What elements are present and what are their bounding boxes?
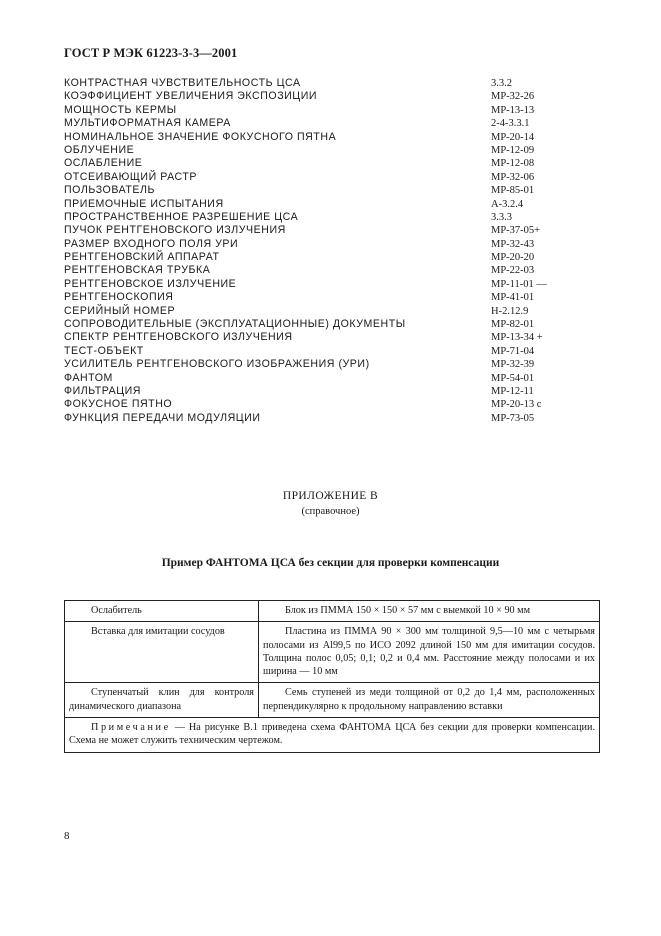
index-term: ОБЛУЧЕНИЕ — [64, 143, 135, 156]
index-term: ПРИЕМОЧНЫЕ ИСПЫТАНИЯ — [64, 197, 224, 210]
component-name: Вставка для имитации сосудов — [65, 622, 259, 683]
index-code: 2-4-3.3.1 — [491, 118, 530, 130]
index-term: СОПРОВОДИТЕЛЬНЫЕ (ЭКСПЛУАТАЦИОННЫЕ) ДОКУМЕНТЫ — [64, 318, 406, 331]
index-row — [64, 318, 604, 331]
index-row — [64, 238, 604, 251]
component-name: Ступенчатый клин для контроля динамического диапазона — [65, 683, 259, 718]
phantom-table — [64, 600, 600, 753]
table-row — [65, 683, 600, 718]
index-row — [64, 345, 604, 358]
component-description: Пластина из ПММА 90 × 300 мм толщиной 9,5—10 мм с четырьмя полосами из Al99,5 по ИСО 2092 длиной 150 мм для имитации сосудов. Толщина полос 0,05; 0,1; 0,2 и 0,4 мм. Расстояние между полосами и их ширина — 10 мм — [259, 622, 600, 683]
index-row — [64, 291, 604, 304]
index-term: КОНТРАСТНАЯ ЧУВСТВИТЕЛЬНОСТЬ ЦСА — [64, 77, 301, 89]
index-row — [64, 157, 604, 170]
table-note — [65, 718, 600, 753]
index-row — [64, 372, 604, 385]
table-note-row — [65, 718, 600, 753]
index-row — [64, 385, 604, 398]
index-term: ПРОСТРАНСТВЕННОЕ РАЗРЕШЕНИЕ ЦСА — [64, 210, 299, 223]
index-term: ОТСЕИВАЮЩИЙ РАСТР — [64, 170, 198, 183]
index-term: ПУЧОК РЕНТГЕНОВСКОГО ИЗЛУЧЕНИЯ — [64, 224, 286, 237]
index-row — [64, 358, 604, 371]
index-term: КОЭФФИЦИЕНТ УВЕЛИЧЕНИЯ ЭКСПОЗИЦИИ — [64, 90, 318, 103]
index-code: МР-37-05+ — [491, 225, 541, 237]
table-row — [65, 601, 600, 622]
term-index — [64, 77, 604, 425]
index-code: А-3.2.4 — [491, 198, 524, 210]
index-term: РЕНТГЕНОВСКАЯ ТРУБКА — [64, 264, 211, 277]
index-code: Н-2.12.9 — [491, 305, 529, 317]
index-row — [64, 224, 604, 237]
index-term: ФУНКЦИЯ ПЕРЕДАЧИ МОДУЛЯЦИИ — [64, 411, 261, 424]
table-caption: Пример ФАНТОМА ЦСА без секции для проверки компенсации — [161, 557, 500, 569]
component-name: Ослабитель — [65, 601, 259, 622]
index-code: МР-32-39 — [491, 359, 535, 371]
component-description: Семь ступеней из меди толщиной от 0,2 до 1,4 мм, расположенных перпендикулярно к продольному направлению вставки — [259, 683, 600, 718]
index-code: МР-12-09 — [491, 144, 535, 156]
index-row — [64, 144, 604, 157]
index-row — [64, 398, 604, 411]
index-code: МР-32-26 — [491, 91, 535, 103]
index-term: ФОКУСНОЕ ПЯТНО — [64, 398, 173, 411]
index-term: ТЕСТ-ОБЪЕКТ — [64, 344, 144, 357]
index-row — [64, 211, 604, 224]
index-row — [64, 251, 604, 264]
index-code: МР-71-04 — [491, 345, 535, 357]
index-term: УСИЛИТЕЛЬ РЕНТГЕНОВСКОГО ИЗОБРАЖЕНИЯ (УРИ) — [64, 358, 370, 371]
index-code: МР-13-34 + — [491, 332, 543, 344]
index-code: МР-32-43 — [491, 238, 535, 250]
note-label: Примечание — [91, 722, 171, 734]
index-row — [64, 305, 604, 318]
index-code: МР-22-03 — [491, 265, 535, 277]
index-code: МР-73-05 — [491, 412, 535, 424]
index-term: МУЛЬТИФОРМАТНАЯ КАМЕРА — [64, 117, 231, 130]
index-row — [64, 77, 604, 90]
index-term: ФИЛЬТРАЦИЯ — [64, 384, 142, 397]
appendix-subtitle: (справочное) — [301, 506, 360, 517]
table-row — [65, 622, 600, 683]
index-row — [64, 184, 604, 197]
index-code: МР-41-01 — [491, 292, 535, 304]
index-row — [64, 171, 604, 184]
index-code: МР-20-20 — [491, 252, 535, 264]
index-row — [64, 104, 604, 117]
index-row — [64, 331, 604, 344]
note-text: — На рисунке В.1 приведена схема ФАНТОМА ЦСА без секции для проверки компенсации. Схема не может служить техническим чертежом. — [69, 722, 596, 747]
index-term: РЕНТГЕНОВСКОЕ ИЗЛУЧЕНИЕ — [64, 277, 237, 290]
page-number: 8 — [64, 830, 70, 842]
index-code: 3.3.3 — [491, 211, 512, 223]
index-row — [64, 412, 604, 425]
index-code: МР-20-13 с — [491, 399, 542, 411]
index-code: 3.3.2 — [491, 78, 512, 89]
index-row — [64, 117, 604, 130]
index-term: СЕРИЙНЫЙ НОМЕР — [64, 304, 176, 317]
index-code: МР-13-13 — [491, 104, 535, 116]
index-term: НОМИНАЛЬНОЕ ЗНАЧЕНИЕ ФОКУСНОГО ПЯТНА — [64, 130, 337, 143]
index-code: МР-85-01 — [491, 185, 535, 197]
index-row — [64, 198, 604, 211]
index-code: МР-12-11 — [491, 385, 534, 397]
index-term: МОЩНОСТЬ КЕРМЫ — [64, 103, 177, 116]
index-code: МР-20-14 — [491, 131, 535, 143]
index-term: СПЕКТР РЕНТГЕНОВСКОГО ИЗЛУЧЕНИЯ — [64, 331, 293, 344]
index-code: МР-12-08 — [491, 158, 535, 170]
index-code: МР-32-06 — [491, 171, 535, 183]
index-term: ФАНТОМ — [64, 371, 113, 384]
index-row — [64, 90, 604, 103]
index-code: МР-54-01 — [491, 372, 535, 384]
index-row — [64, 278, 604, 291]
index-row — [64, 264, 604, 277]
component-description: Блок из ПММА 150 × 150 × 57 мм с выемкой 10 × 90 мм — [259, 601, 600, 622]
document-header: ГОСТ Р МЭК 61223-3-3—2001 — [64, 46, 238, 60]
index-term: ОСЛАБЛЕНИЕ — [64, 157, 143, 170]
appendix-title: ПРИЛОЖЕНИЕ В — [282, 490, 379, 502]
index-code: МР-11-01 — — [491, 278, 547, 290]
index-term: РЕНТГЕНОСКОПИЯ — [64, 291, 174, 304]
index-row — [64, 131, 604, 144]
index-term: РЕНТГЕНОВСКИЙ АППАРАТ — [64, 251, 220, 264]
index-code: МР-82-01 — [491, 319, 535, 331]
index-term: РАЗМЕР ВХОДНОГО ПОЛЯ УРИ — [64, 237, 239, 250]
index-term: ПОЛЬЗОВАТЕЛЬ — [64, 184, 156, 197]
